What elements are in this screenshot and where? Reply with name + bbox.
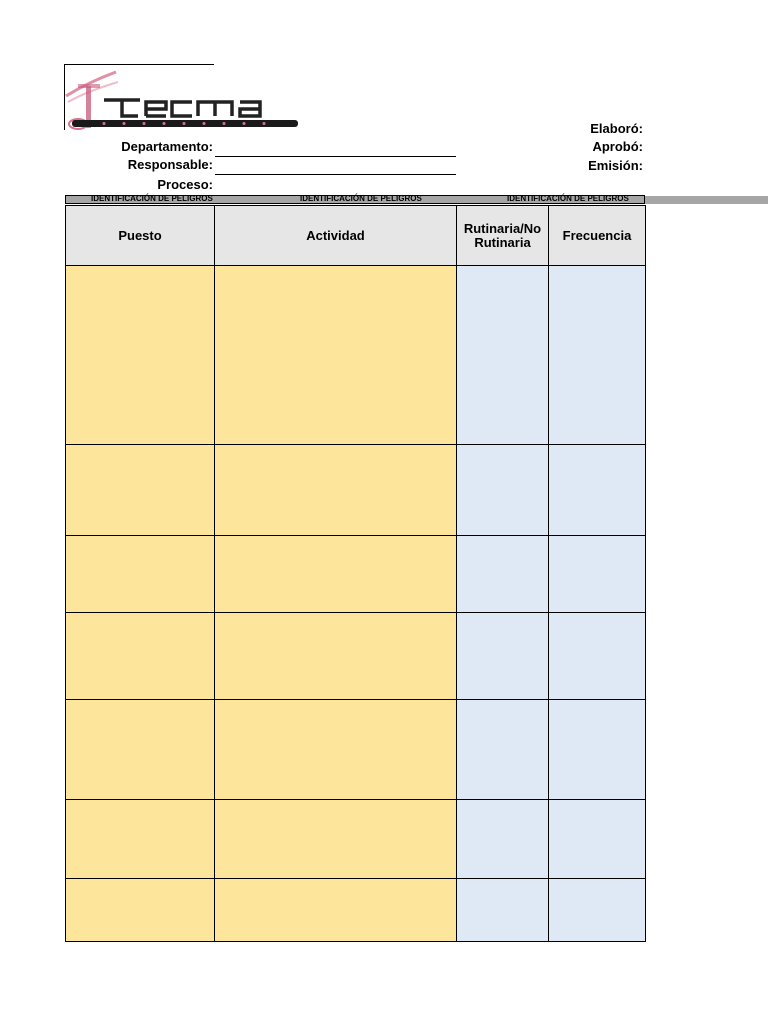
emision-label: Emisión: <box>588 158 643 173</box>
puesto-cell[interactable] <box>66 700 215 800</box>
band-label-1: IDENTIFICACIÓN DE PELIGROS <box>91 194 213 203</box>
proceso-label: Proceso: <box>157 177 213 192</box>
frecuencia-cell[interactable] <box>549 266 646 445</box>
header-puesto: Puesto <box>66 206 215 266</box>
puesto-cell[interactable] <box>66 879 215 942</box>
rutinaria-cell[interactable] <box>457 445 549 536</box>
header-frecuencia: Frecuencia <box>549 206 646 266</box>
band-label-2: IDENTIFICACIÓN DE PELIGROS <box>300 194 422 203</box>
actividad-cell[interactable] <box>215 800 457 879</box>
hazard-identification-table <box>65 205 646 942</box>
responsable-label: Responsable: <box>127 157 213 172</box>
rutinaria-cell[interactable] <box>457 879 549 942</box>
table-row <box>66 700 646 800</box>
frecuencia-cell[interactable] <box>549 879 646 942</box>
actividad-cell[interactable] <box>215 536 457 613</box>
aprobo-label: Aprobó: <box>592 139 643 154</box>
frecuencia-cell[interactable] <box>549 445 646 536</box>
header-rutinaria: Rutinaria/No Rutinaria <box>457 206 549 266</box>
table-row <box>66 879 646 942</box>
elaboro-label: Elaboró: <box>590 121 643 136</box>
actividad-cell[interactable] <box>215 445 457 536</box>
table-row <box>66 613 646 700</box>
actividad-cell[interactable] <box>215 879 457 942</box>
band-label-3: IDENTIFICACIÓN DE PELIGROS <box>507 194 629 203</box>
rutinaria-cell[interactable] <box>457 800 549 879</box>
table-row <box>66 800 646 879</box>
frecuencia-cell[interactable] <box>549 536 646 613</box>
table-row <box>66 266 646 445</box>
section-band-extension <box>645 196 768 204</box>
puesto-cell[interactable] <box>66 266 215 445</box>
actividad-cell[interactable] <box>215 266 457 445</box>
actividad-cell[interactable] <box>215 613 457 700</box>
actividad-cell[interactable] <box>215 700 457 800</box>
puesto-cell[interactable] <box>66 445 215 536</box>
logo-frame-top <box>64 64 214 65</box>
departamento-label: Departamento: <box>121 139 213 154</box>
rutinaria-cell[interactable] <box>457 700 549 800</box>
tecma-logo <box>64 66 304 134</box>
frecuencia-cell[interactable] <box>549 700 646 800</box>
puesto-cell[interactable] <box>66 800 215 879</box>
rutinaria-cell[interactable] <box>457 613 549 700</box>
rutinaria-cell[interactable] <box>457 536 549 613</box>
table-row <box>66 445 646 536</box>
puesto-cell[interactable] <box>66 613 215 700</box>
table-header-row <box>66 206 646 266</box>
frecuencia-cell[interactable] <box>549 613 646 700</box>
rutinaria-cell[interactable] <box>457 266 549 445</box>
frecuencia-cell[interactable] <box>549 800 646 879</box>
departamento-field[interactable] <box>215 156 456 157</box>
responsable-field[interactable] <box>215 174 456 175</box>
header-actividad: Actividad <box>215 206 457 266</box>
table-row <box>66 536 646 613</box>
puesto-cell[interactable] <box>66 536 215 613</box>
